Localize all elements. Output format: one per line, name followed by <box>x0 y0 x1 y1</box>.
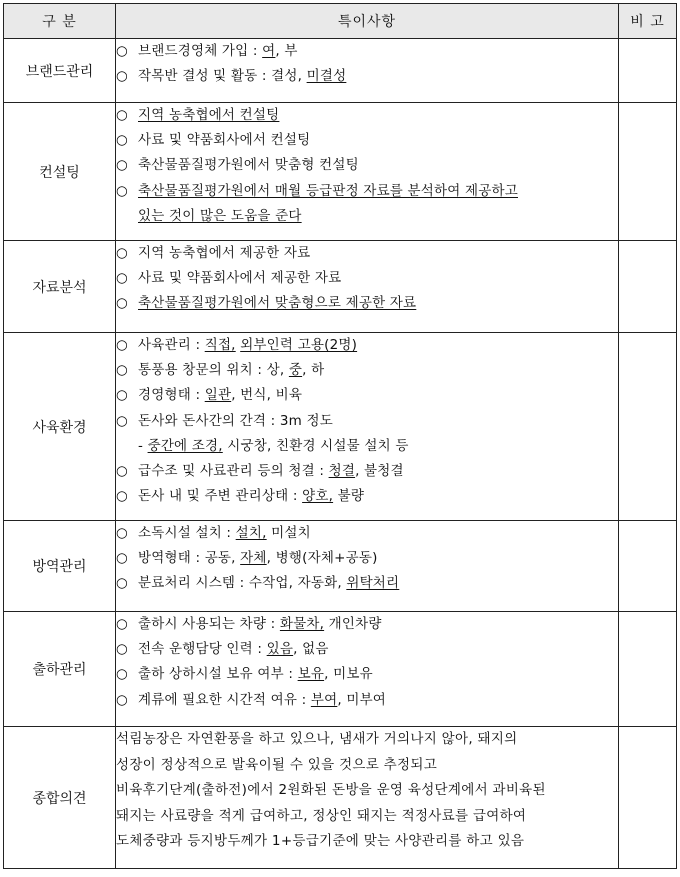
circle-bullet-icon: ○ <box>116 641 128 658</box>
list-item: ○ 작목반 결성 및 활동 : 결성, 미결성 <box>116 64 618 89</box>
row-summary <box>4 727 677 869</box>
remarks-analysis <box>619 241 677 333</box>
circle-bullet-icon: ○ <box>116 616 128 632</box>
circle-bullet-icon: ○ <box>116 182 128 199</box>
list-item: ○ 방역형태 : 공동, 자체, 병행(자체+공동) <box>116 546 618 571</box>
selected-option: 축산물품질평가원에서 매월 등급판정 자료를 분석하여 제공하고 <box>138 182 518 199</box>
row-consulting <box>4 103 677 241</box>
farm-assessment-table <box>3 3 677 869</box>
row-analysis <box>4 241 677 333</box>
category-analysis: 자료분석 <box>4 241 116 333</box>
selected-option: 지역 농축협에서 컨설팅 <box>138 107 280 123</box>
circle-bullet-icon: ○ <box>116 68 128 85</box>
selected-option: 부여 <box>310 691 338 708</box>
header-remarks: 비 고 <box>619 4 677 39</box>
row-brand <box>4 39 677 103</box>
notes-consulting <box>116 103 619 241</box>
category-brand: 브랜드관리 <box>4 39 116 103</box>
circle-bullet-icon: ○ <box>116 463 128 480</box>
remarks-quarantine <box>619 521 677 612</box>
notes-analysis <box>116 241 619 333</box>
selected-option: 여 <box>262 43 276 59</box>
list-item: ○ 돈사와 돈사간의 간격 : 3m 정도 <box>116 409 618 434</box>
list-item: ○ 통풍용 창문의 위치 : 상, 중, 하 <box>116 358 618 383</box>
circle-bullet-icon: ○ <box>116 412 128 429</box>
circle-bullet-icon: ○ <box>116 157 128 174</box>
category-environment: 사육환경 <box>4 333 116 521</box>
row-shipping <box>4 612 677 727</box>
circle-bullet-icon: ○ <box>116 270 128 287</box>
list-item: ○ 분료처리 시스템 : 수작업, 자동화, 위탁처리 <box>116 571 618 596</box>
circle-bullet-icon: ○ <box>116 362 128 379</box>
selected-option: 일관 <box>204 387 232 404</box>
selected-option: 있음 <box>266 641 294 658</box>
circle-bullet-icon: ○ <box>116 575 128 592</box>
list-item: ○ 출하 상하시설 보유 여부 : 보유, 미보유 <box>116 662 618 687</box>
list-item: ○ 지역 농축협에서 제공한 자료 <box>116 241 618 266</box>
list-item <box>116 179 618 204</box>
circle-bullet-icon: ○ <box>116 488 128 505</box>
header-row <box>4 4 677 39</box>
summary-line: 비육후기단계(출하전)에서 2원화된 돈방을 운영 육성단계에서 과비육된 <box>116 782 546 798</box>
remarks-brand <box>619 39 677 103</box>
circle-bullet-icon: ○ <box>116 691 128 708</box>
list-item: ○ 소독시설 설치 : 설치, 미설치 <box>116 521 618 546</box>
summary-line: 성장이 정상적으로 발육이될 수 있을 것으로 추정되고 <box>116 756 438 773</box>
list-item: ○ 브랜드경영체 가입 : 여, 부 <box>116 39 618 64</box>
selected-option: 직접, <box>204 337 236 353</box>
selected-option: 보유 <box>297 666 325 683</box>
row-quarantine <box>4 521 677 612</box>
circle-bullet-icon: ○ <box>116 43 128 59</box>
selected-option: 미결성 <box>306 68 347 85</box>
list-item: ○ 사료 및 약품회사에서 컨설팅 <box>116 128 618 153</box>
circle-bullet-icon: ○ <box>116 525 128 541</box>
list-item: ○ 경영형태 : 일관, 번식, 비육 <box>116 383 618 408</box>
list-item: ○ 사육관리 : 직접, 외부인력 고용(2명) <box>116 333 618 358</box>
sub-item: - 중간에 조경, 시궁창, 친환경 시설물 설치 등 <box>138 437 409 454</box>
remarks-shipping <box>619 612 677 727</box>
list-item <box>116 103 618 128</box>
circle-bullet-icon: ○ <box>116 550 128 567</box>
selected-option: 청결 <box>328 463 356 480</box>
selected-option: 자체 <box>240 550 267 567</box>
summary-line: 석림농장은 자연환풍을 하고 있으나, 냄새가 거의나지 않아, 돼지의 <box>116 731 518 747</box>
remarks-consulting <box>619 103 677 241</box>
circle-bullet-icon: ○ <box>116 132 128 149</box>
dash-marker: - <box>138 437 144 454</box>
list-item: ○ 급수조 및 사료관리 등의 청결 : 청결, 불청결 <box>116 459 618 484</box>
circle-bullet-icon: ○ <box>116 337 128 353</box>
remarks-summary <box>619 727 677 869</box>
row-environment <box>4 333 677 521</box>
selected-option: 화물차, <box>279 616 325 632</box>
header-category: 구 분 <box>4 4 116 39</box>
selected-option: 중 <box>288 362 303 379</box>
notes-shipping <box>116 612 619 727</box>
notes-summary <box>116 727 619 869</box>
category-quarantine: 방역관리 <box>4 521 116 612</box>
circle-bullet-icon: ○ <box>116 107 128 123</box>
list-item: ○ 전속 운행담당 인력 : 있음, 없음 <box>116 637 618 662</box>
list-item: ○ 축산물품질평가원에서 맞춤형 컨설팅 <box>116 153 618 178</box>
list-item <box>116 291 618 316</box>
selected-option: 양호, <box>302 488 334 505</box>
circle-bullet-icon: ○ <box>116 295 128 312</box>
list-item: ○ 출하시 사용되는 차량 : 화물차, 개인차량 <box>116 612 618 637</box>
list-item: ○ 사료 및 약품회사에서 제공한 자료 <box>116 266 618 291</box>
summary-line: 돼지는 사료량을 적게 급여하고, 정상인 돼지는 적정사료를 급여하여 <box>116 807 527 824</box>
selected-option: 외부인력 고용(2명) <box>240 337 358 353</box>
category-shipping: 출하관리 <box>4 612 116 727</box>
circle-bullet-icon: ○ <box>116 245 128 261</box>
notes-quarantine <box>116 521 619 612</box>
list-item-continuation <box>116 204 618 229</box>
notes-environment <box>116 333 619 521</box>
remarks-environment <box>619 333 677 521</box>
circle-bullet-icon: ○ <box>116 666 128 683</box>
selected-option: 있는 것이 많은 도움을 준다 <box>138 207 302 224</box>
header-notes: 특이사항 <box>116 4 619 39</box>
circle-bullet-icon: ○ <box>116 387 128 404</box>
selected-option: 축산물품질평가원에서 맞춤형으로 제공한 자료 <box>138 295 417 312</box>
selected-option: 중간에 조경, <box>147 437 223 454</box>
list-item: ○ 계류에 필요한 시간적 여유 : 부여, 미부여 <box>116 688 618 713</box>
category-summary: 종합의견 <box>4 727 116 869</box>
category-consulting: 컨설팅 <box>4 103 116 241</box>
notes-brand <box>116 39 619 103</box>
selected-option: 설치, <box>235 525 267 541</box>
list-item: ○ 돈사 내 및 주변 관리상태 : 양호, 불량 <box>116 484 618 509</box>
summary-line: 도체중량과 등지방두께가 1+등급기준에 맞는 사양관리를 하고 있음 <box>116 833 525 849</box>
selected-option: 위탁처리 <box>346 575 400 592</box>
